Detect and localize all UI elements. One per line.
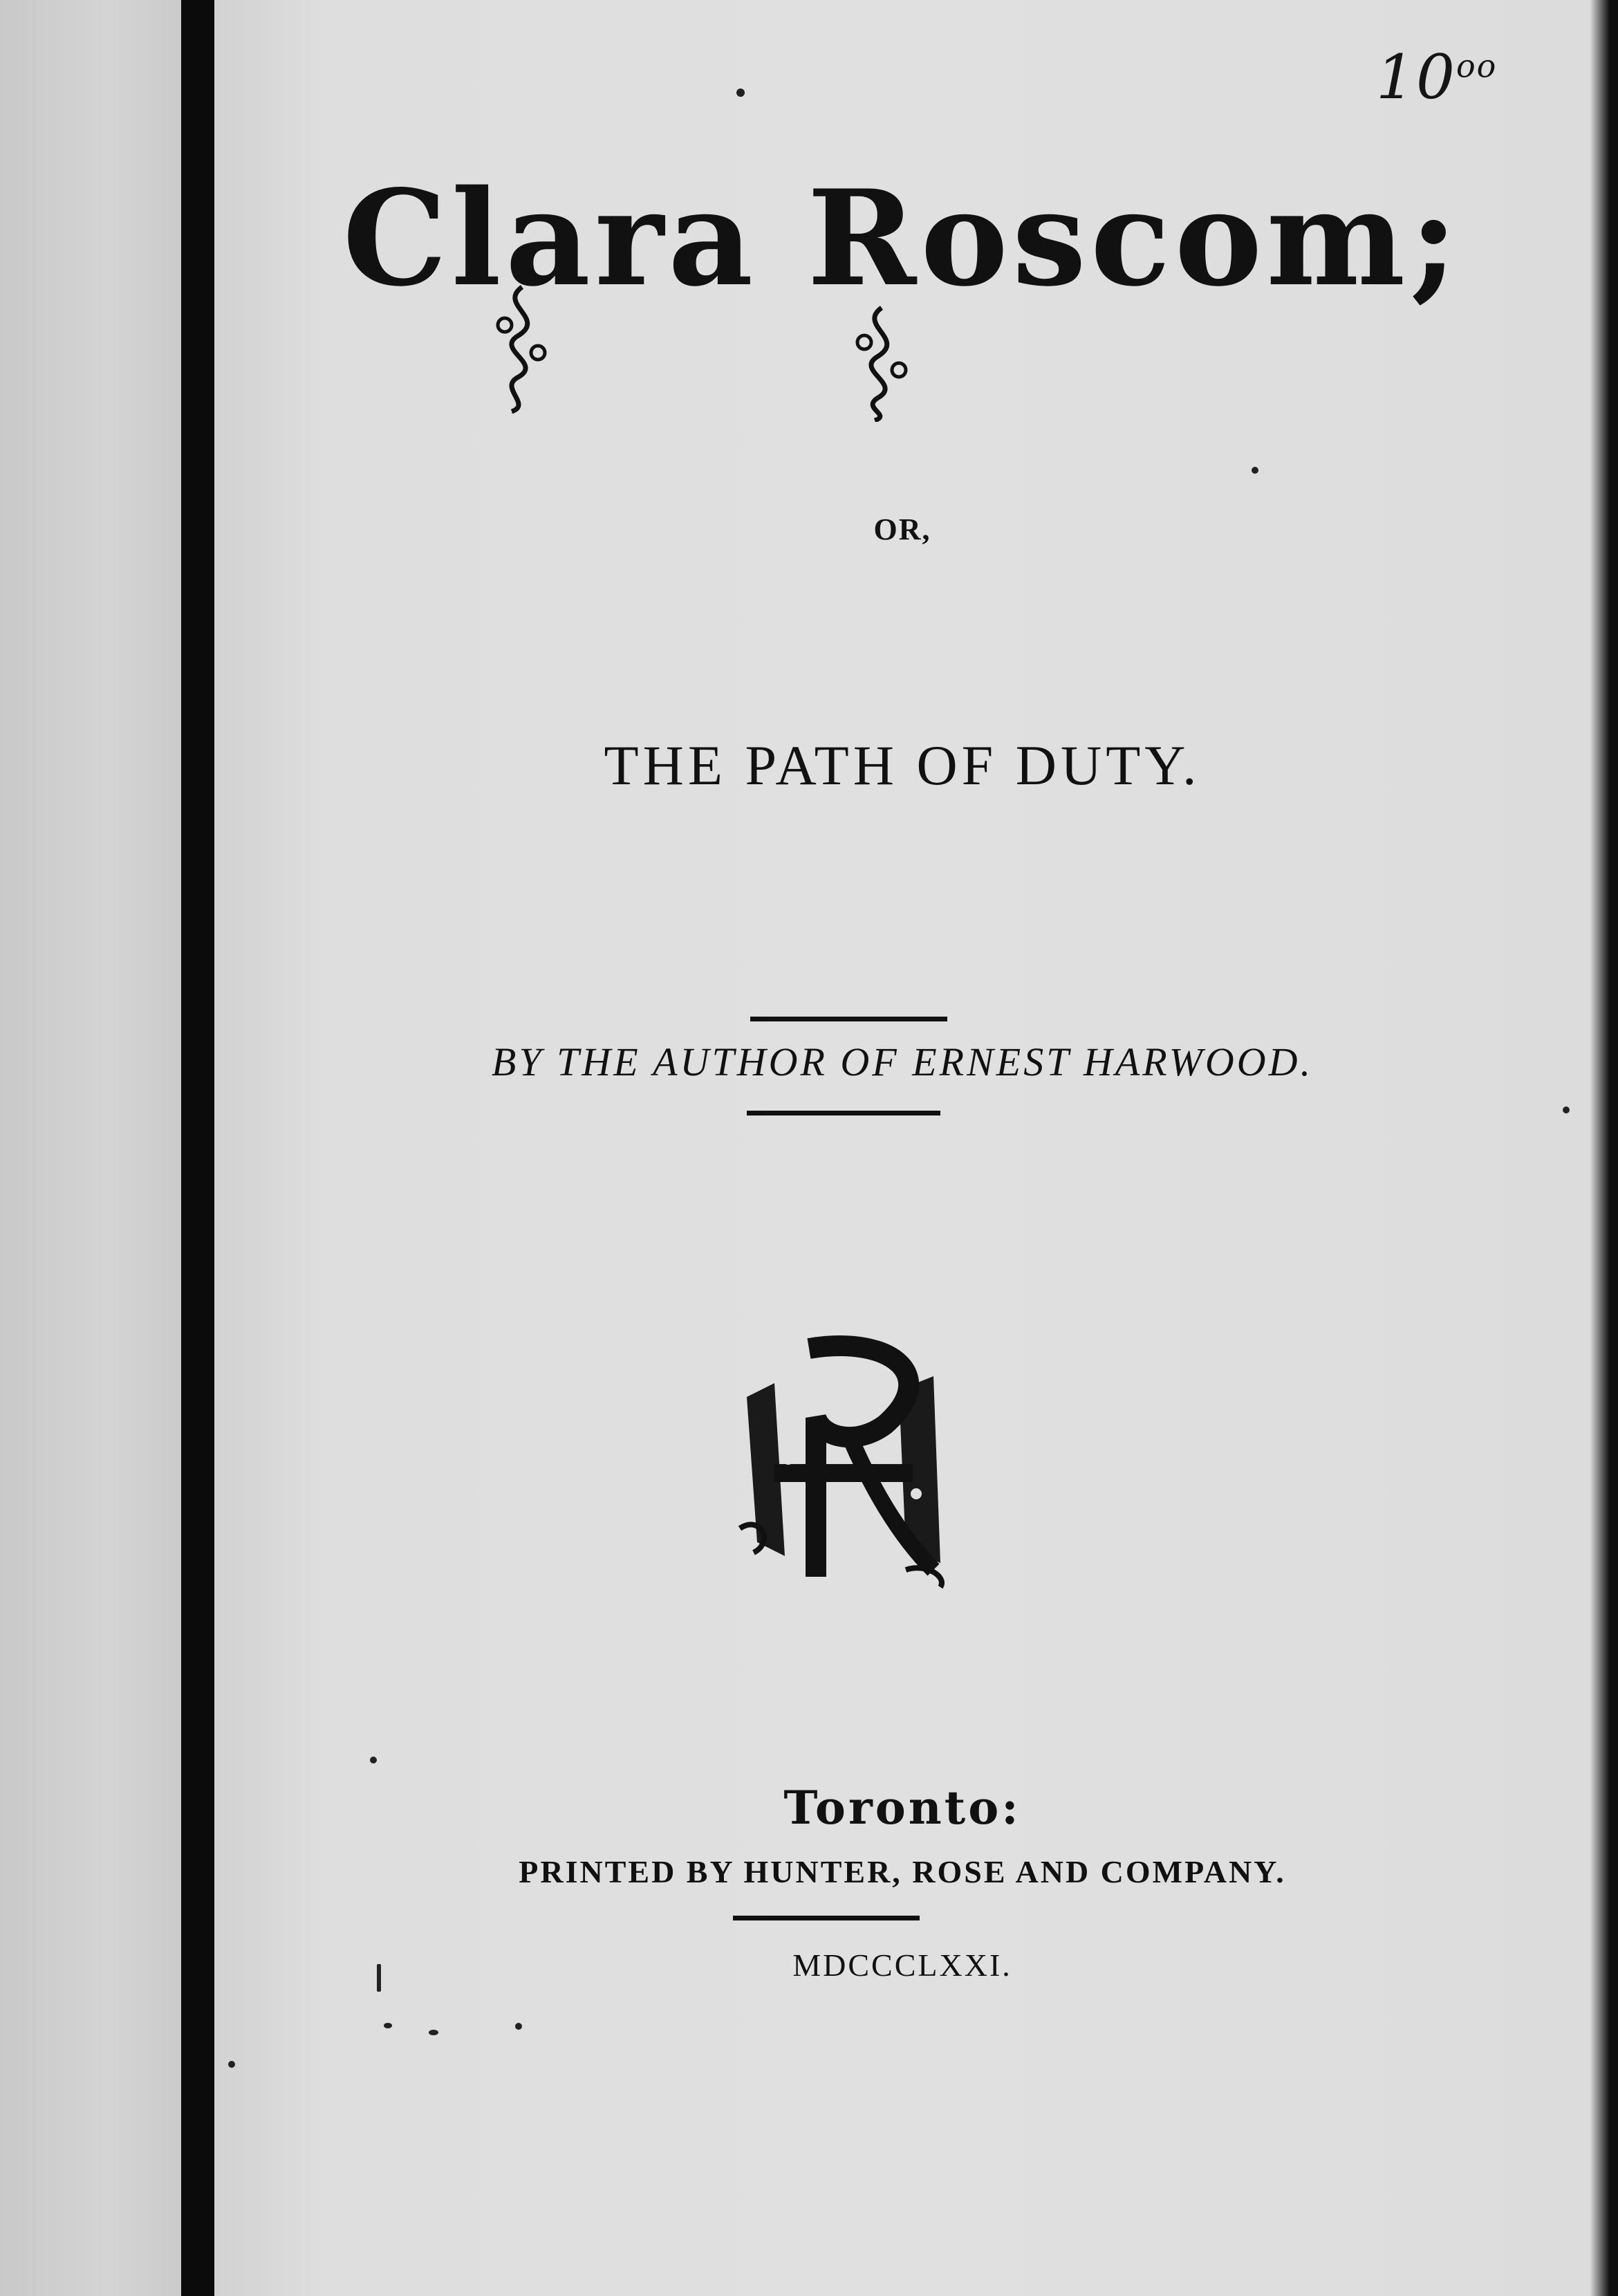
book-subtitle: THE PATH OF DUTY. xyxy=(604,734,1201,797)
scan-speck xyxy=(736,89,745,97)
divider-rule xyxy=(733,1916,920,1920)
scan-speck xyxy=(384,2023,392,2028)
flourish-ornament-icon xyxy=(844,304,920,422)
divider-rule xyxy=(747,1111,940,1115)
page-edge xyxy=(1590,0,1618,2296)
handwritten-note xyxy=(1376,41,1497,113)
handwritten-note-value: 10 xyxy=(1376,41,1456,113)
handwritten-note-superscript: oo xyxy=(1456,47,1498,85)
title-connector: OR, xyxy=(873,512,931,546)
scan-speck xyxy=(429,2030,438,2035)
scan-speck xyxy=(377,1964,381,1992)
hrc-monogram-icon xyxy=(733,1335,954,1591)
book-title: Clara Roscom; xyxy=(342,161,1462,315)
printer-line: PRINTED BY HUNTER, ROSE AND COMPANY. xyxy=(519,1854,1286,1889)
scan-speck xyxy=(515,2023,522,2030)
publication-date: MDCCCLXXI. xyxy=(792,1947,1012,1983)
scan-speck xyxy=(1252,467,1258,474)
scan-speck xyxy=(1563,1107,1570,1113)
author-byline: BY THE AUTHOR OF ERNEST HARWOOD. xyxy=(491,1039,1314,1084)
flourish-ornament-icon xyxy=(484,284,560,415)
scan-speck xyxy=(228,2061,235,2068)
publication-place: Toronto: xyxy=(783,1781,1021,1835)
divider-rule xyxy=(750,1017,947,1021)
scan-speck xyxy=(370,1757,377,1763)
book-gutter xyxy=(181,0,214,2296)
facing-page xyxy=(0,0,181,2296)
